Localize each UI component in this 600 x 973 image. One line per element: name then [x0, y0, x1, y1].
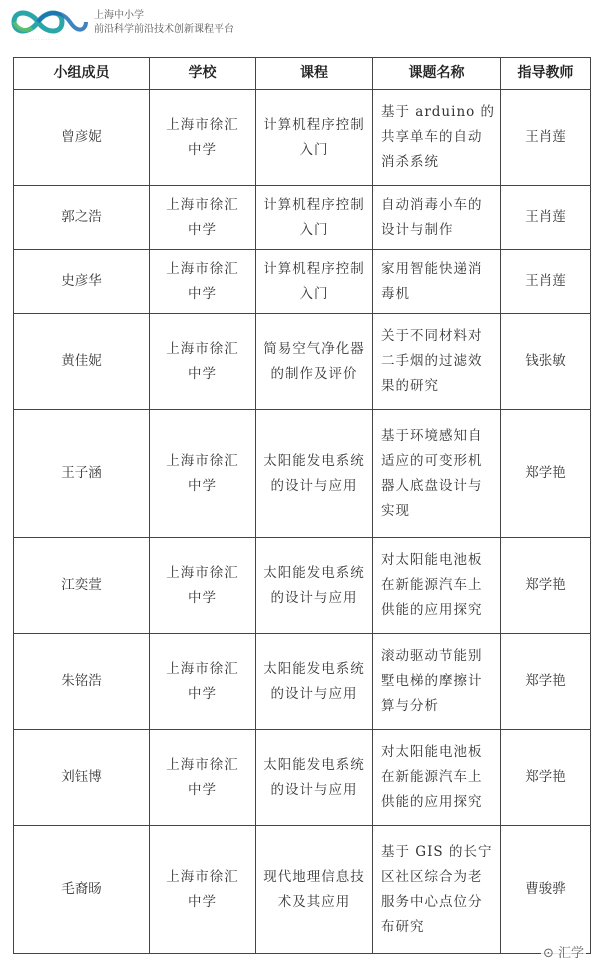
- cell-teacher: 郑学艳: [501, 730, 591, 826]
- cell-topic: 基于环境感知自 适应的可变形机 器人底盘设计与 实现: [373, 410, 501, 538]
- cell-course: 太阳能发电系统 的设计与应用: [256, 410, 373, 538]
- watermark-text: 汇学: [557, 946, 584, 961]
- course-table: [13, 57, 591, 954]
- cell-course: 太阳能发电系统 的设计与应用: [256, 730, 373, 826]
- cell-teacher: 钱张敏: [501, 314, 591, 410]
- table-row: [14, 90, 591, 186]
- table-row: [14, 730, 591, 826]
- cell-topic: 基于 arduino 的 共享单车的自动 消杀系统: [373, 90, 501, 186]
- cell-school: 上海市徐汇 中学: [150, 634, 256, 730]
- table-row: [14, 538, 591, 634]
- platform-full-name: 前沿科学前沿技术创新课程平台: [94, 24, 234, 35]
- cell-course: 计算机程序控制 入门: [256, 186, 373, 250]
- cell-topic: 家用智能快递消 毒机: [373, 250, 501, 314]
- table-header-row: [14, 58, 591, 90]
- cell-teacher: 郑学艳: [501, 634, 591, 730]
- cell-teacher: 曹骏骅: [501, 826, 591, 954]
- cell-teacher: 王肖莲: [501, 90, 591, 186]
- cell-school: 上海市徐汇 中学: [150, 826, 256, 954]
- cell-member: 江奕萱: [14, 538, 150, 634]
- cell-member: 朱铭浩: [14, 634, 150, 730]
- table-row: [14, 634, 591, 730]
- cell-teacher: 郑学艳: [501, 410, 591, 538]
- cell-member: 毛裔旸: [14, 826, 150, 954]
- cell-teacher: 王肖莲: [501, 186, 591, 250]
- cell-member: 王子涵: [14, 410, 150, 538]
- cell-course: 简易空气净化器 的制作及评价: [256, 314, 373, 410]
- cell-school: 上海市徐汇 中学: [150, 314, 256, 410]
- cell-school: 上海市徐汇 中学: [150, 90, 256, 186]
- table-row: [14, 826, 591, 954]
- cell-topic: 滚动驱动节能别 墅电梯的摩擦计 算与分析: [373, 634, 501, 730]
- cell-member: 曾彦妮: [14, 90, 150, 186]
- cell-course: 计算机程序控制 入门: [256, 250, 373, 314]
- cell-school: 上海市徐汇 中学: [150, 250, 256, 314]
- cell-school: 上海市徐汇 中学: [150, 730, 256, 826]
- cell-school: 上海市徐汇 中学: [150, 186, 256, 250]
- svg-text:· · · · · · · · · · · ·: · · · · · · · · · · · ·: [28, 37, 58, 42]
- column-header: 指导教师: [501, 58, 591, 90]
- column-header: 课程: [256, 58, 373, 90]
- cell-topic: 关于不同材料对 二手烟的过滤效 果的研究: [373, 314, 501, 410]
- cell-topic: 自动消毒小车的 设计与制作: [373, 186, 501, 250]
- cell-topic: 基于 GIS 的长宁 区社区综合为老 服务中心点位分 布研究: [373, 826, 501, 954]
- cell-member: 史彦华: [14, 250, 150, 314]
- cell-member: 黄佳妮: [14, 314, 150, 410]
- cell-teacher: 郑学艳: [501, 538, 591, 634]
- platform-header: [8, 4, 428, 44]
- cell-topic: 对太阳能电池板 在新能源汽车上 供能的应用探究: [373, 730, 501, 826]
- cell-member: 刘钰博: [14, 730, 150, 826]
- cell-course: 现代地理信息技 术及其应用: [256, 826, 373, 954]
- table-row: [14, 186, 591, 250]
- platform-name: 上海中小学: [94, 10, 144, 21]
- cell-course: 计算机程序控制 入门: [256, 90, 373, 186]
- table-row: [14, 410, 591, 538]
- column-header: 小组成员: [14, 58, 150, 90]
- table-row: [14, 314, 591, 410]
- infinity-logo-icon: [8, 4, 90, 42]
- cell-member: 郭之浩: [14, 186, 150, 250]
- cell-course: 太阳能发电系统 的设计与应用: [256, 634, 373, 730]
- cell-school: 上海市徐汇 中学: [150, 538, 256, 634]
- cell-school: 上海市徐汇 中学: [150, 410, 256, 538]
- watermark: [541, 942, 586, 961]
- table-row: [14, 250, 591, 314]
- cell-course: 太阳能发电系统 的设计与应用: [256, 538, 373, 634]
- column-header: 学校: [150, 58, 256, 90]
- column-header: 课题名称: [373, 58, 501, 90]
- chat-bubble-icon: ⊙: [542, 946, 558, 961]
- cell-teacher: 王肖莲: [501, 250, 591, 314]
- cell-topic: 对太阳能电池板 在新能源汽车上 供能的应用探究: [373, 538, 501, 634]
